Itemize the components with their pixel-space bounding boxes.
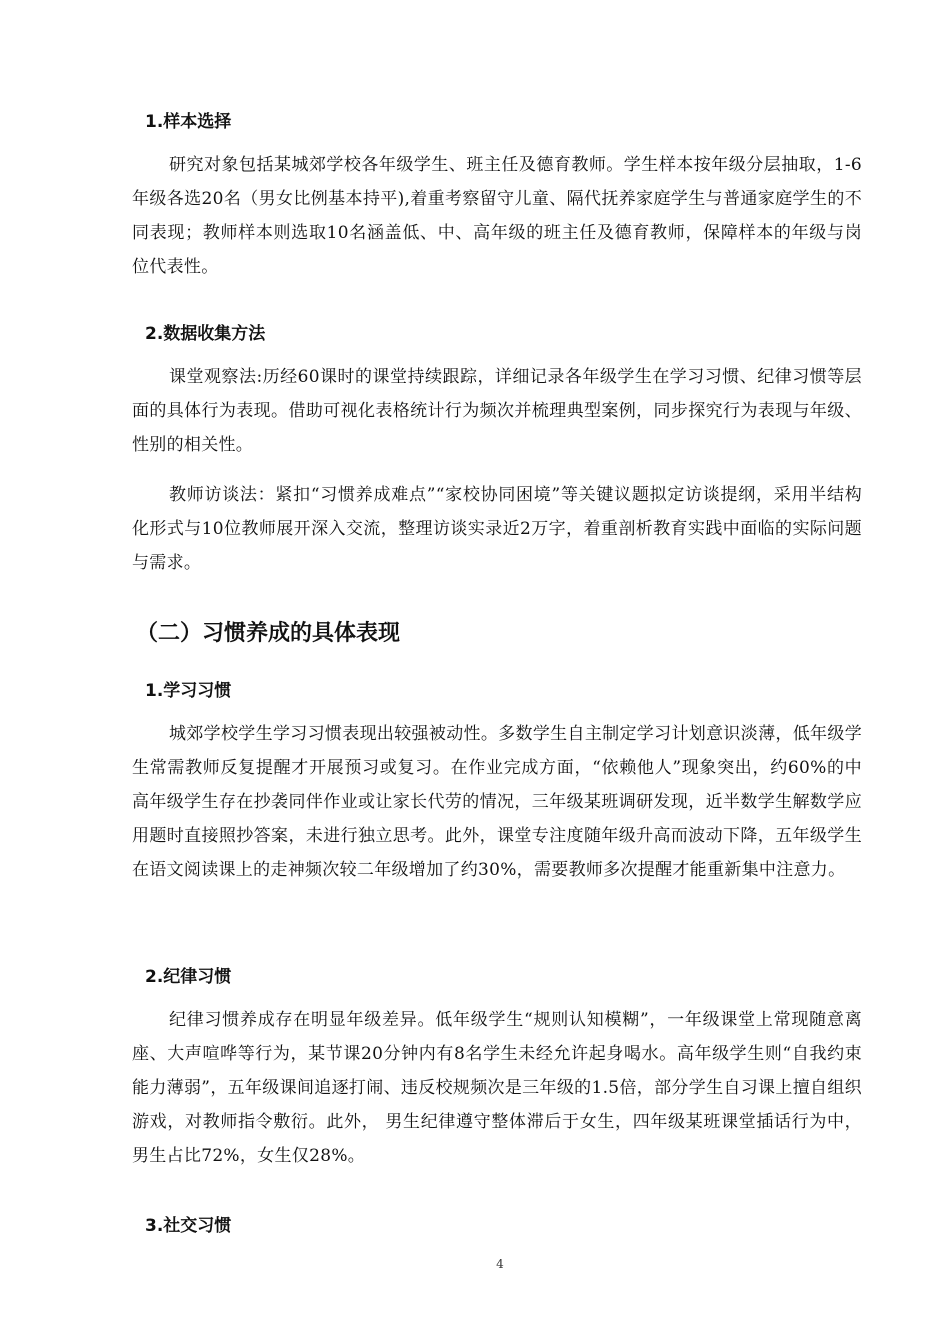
paragraph-study-habits: 城郊学校学生学习习惯表现出较强被动性。多数学生自主制定学习计划意识淡薄，低年级学生常需教师反复提醒才开展预习或复习。在作业完成方面，“依赖他人”现象突出，约60%的中高年级学生存在抄袭同伴作业或让家长代劳的情况，三年级某班调研发现，近半数学生解数学应用题时直接照抄答案，未进行独立思考。此外，课堂专注度随年级升高而波动下降，五年级学生在语文阅读课上的走神频次较二年级增加了约30%，需要教师多次提醒才能重新集中注意力。 <box>132 724 862 880</box>
heading-study-habits: 1.学习习惯 <box>145 681 232 701</box>
paragraph-sample-selection: 研究对象包括某城郊学校各年级学生、班主任及德育教师。学生样本按年级分层抽取，1-6年级各选20名（男女比例基本持平),着重考察留守儿童、隔代抚养家庭学生与普通家庭学生的不同表现；教师样本则选取10名涵盖低、中、高年级的班主任及德育教师，保障样本的年级与岗位代表性。 <box>132 155 862 277</box>
paragraph-discipline-habits: 纪律习惯养成存在明显年级差异。低年级学生“规则认知模糊”，一年级课堂上常现随意离座、大声喧哗等行为，某节课20分钟内有8名学生未经允许起身喝水。高年级学生则“自我约束能力薄弱”，五年级课间追逐打闹、违反校规频次是三年级的1.5倍，部分学生自习课上擅自组织游戏，对教师指令敷衍。此外， 男生纪律遵守整体滞后于女生，四年级某班课堂插话行为中，男生占比72%，女生仅28%。 <box>132 1010 862 1166</box>
heading-habit-performance: （二）习惯养成的具体表现 <box>136 621 401 646</box>
heading-social-habits: 3.社交习惯 <box>145 1216 232 1236</box>
heading-data-collection: 2.数据收集方法 <box>145 324 266 344</box>
paragraph-classroom-observation: 课堂观察法:历经60课时的课堂持续跟踪，详细记录各年级学生在学习习惯、纪律习惯等层面的具体行为表现。借助可视化表格统计行为频次并梳理典型案例，同步探究行为表现与年级、性别的相关性。 <box>132 367 862 455</box>
heading-sample-selection: 1.样本选择 <box>145 112 232 132</box>
page-number: 4 <box>496 1257 504 1271</box>
paragraph-teacher-interview: 教师访谈法：紧扣“习惯养成难点”“家校协同困境”等关键议题拟定访谈提纲，采用半结构化形式与10位教师展开深入交流，整理访谈实录近2万字，着重剖析教育实践中面临的实际问题与需求。 <box>132 485 862 573</box>
heading-discipline-habits: 2.纪律习惯 <box>145 967 232 987</box>
